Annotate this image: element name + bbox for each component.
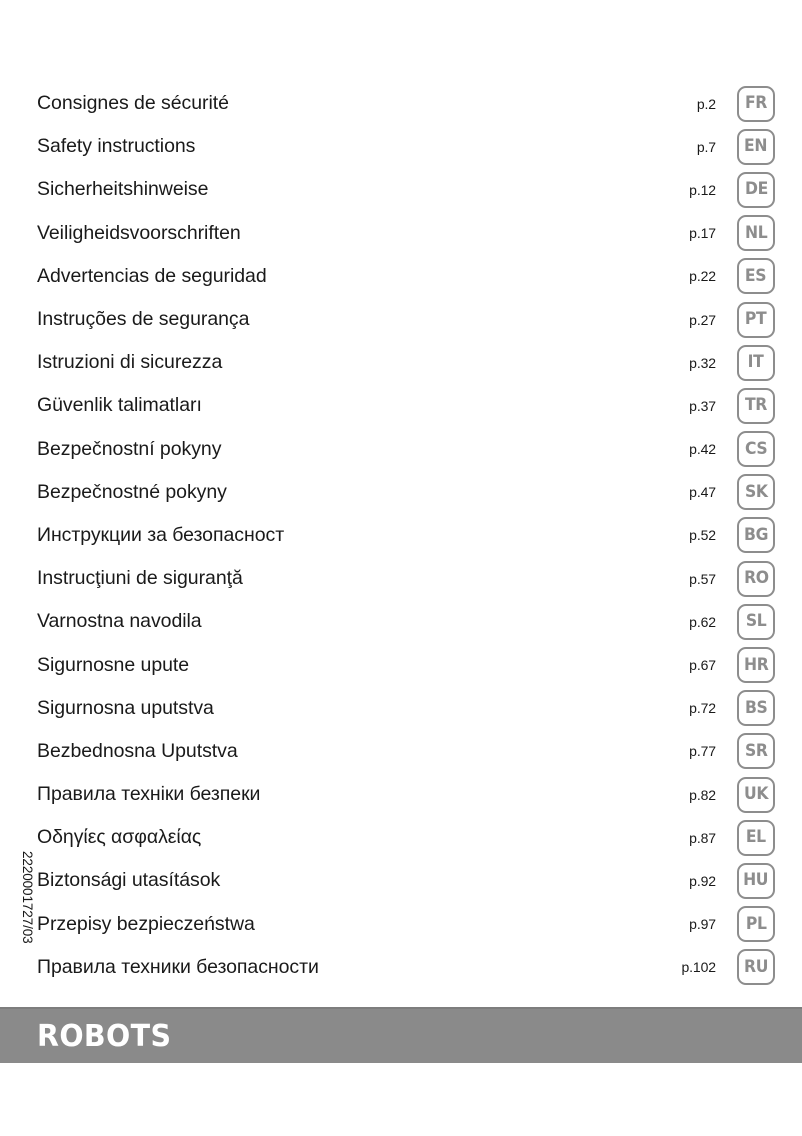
toc-title: Bezbednosna Uputstva	[37, 739, 238, 762]
toc-row[interactable]	[0, 946, 802, 989]
language-badge-ro[interactable]	[737, 561, 775, 597]
language-badge-label: PT	[745, 309, 767, 330]
toc-row[interactable]	[0, 600, 802, 643]
table-of-contents	[0, 82, 802, 989]
language-badge-label: SL	[745, 611, 767, 632]
language-badge-sk[interactable]	[737, 474, 775, 510]
toc-page-number: p.102	[681, 959, 716, 976]
toc-row[interactable]	[0, 82, 802, 125]
toc-title: Bezpečnostné pokyny	[37, 480, 227, 503]
language-badge-label: BG	[743, 524, 769, 545]
toc-title: Правила техники безопасности	[37, 955, 319, 978]
language-badge-pt[interactable]	[737, 302, 775, 338]
toc-page-number: p.92	[689, 872, 716, 889]
language-badge-ru[interactable]	[737, 949, 775, 985]
language-badge-label: TR	[745, 395, 767, 416]
toc-row[interactable]	[0, 859, 802, 902]
toc-page-number: p.82	[689, 786, 716, 803]
toc-title: Safety instructions	[37, 135, 196, 158]
toc-page-number: p.47	[689, 484, 716, 501]
toc-title: Sicherheitshinweise	[37, 178, 209, 201]
language-badge-hr[interactable]	[737, 647, 775, 683]
language-badge-label: NL	[744, 222, 768, 243]
toc-row[interactable]	[0, 471, 802, 514]
language-badge-tr[interactable]	[737, 388, 775, 424]
language-badge-fr[interactable]	[737, 86, 775, 122]
language-badge-el[interactable]	[737, 820, 775, 856]
language-badge-it[interactable]	[737, 345, 775, 381]
toc-title: Bezpečnostní pokyny	[37, 437, 222, 460]
language-badge-label: RU	[743, 956, 769, 977]
toc-page-number: p.27	[689, 311, 716, 328]
toc-row[interactable]	[0, 773, 802, 816]
product-category-banner	[0, 1007, 802, 1063]
toc-row[interactable]	[0, 428, 802, 471]
toc-title: Veiligheidsvoorschriften	[37, 221, 241, 244]
toc-page-number: p.32	[689, 354, 716, 371]
toc-page-number: p.12	[689, 181, 716, 198]
toc-row[interactable]	[0, 125, 802, 168]
language-badge-sr[interactable]	[737, 733, 775, 769]
document-reference-code: 2220001727/03	[20, 851, 35, 944]
toc-title: Sigurnosne upute	[37, 653, 190, 676]
toc-page-number: p.77	[689, 743, 716, 760]
toc-title: Przepisy bezpieczeństwa	[37, 912, 255, 935]
language-badge-label: ES	[745, 265, 767, 286]
language-badge-label: EN	[744, 136, 768, 157]
language-badge-label: CS	[744, 438, 768, 459]
toc-row[interactable]	[0, 255, 802, 298]
toc-title: Istruzioni di sicurezza	[37, 351, 223, 374]
toc-page-number: p.22	[689, 268, 716, 285]
toc-row[interactable]	[0, 341, 802, 384]
language-badge-label: SR	[744, 740, 768, 761]
language-badge-label: HU	[743, 870, 769, 891]
language-badge-label: RO	[743, 568, 769, 589]
toc-title: Biztonsági utasítások	[37, 869, 221, 892]
toc-title: Instruções de segurança	[37, 308, 250, 331]
language-badge-en[interactable]	[737, 129, 775, 165]
toc-title: Consignes de sécurité	[37, 92, 229, 115]
toc-row[interactable]	[0, 298, 802, 341]
toc-title: Οδηγίες ασφαλείας	[37, 826, 202, 849]
toc-title: Sigurnosna uputstva	[37, 696, 214, 719]
toc-page-number: p.57	[689, 570, 716, 587]
toc-row[interactable]	[0, 168, 802, 211]
banner-title: ROBOTS	[37, 1018, 172, 1054]
language-badge-bs[interactable]	[737, 690, 775, 726]
toc-page-number: p.62	[689, 613, 716, 630]
language-badge-es[interactable]	[737, 258, 775, 294]
language-badge-label: EL	[746, 827, 766, 848]
toc-row[interactable]	[0, 816, 802, 859]
toc-page-number: p.97	[689, 916, 716, 933]
toc-row[interactable]	[0, 384, 802, 427]
toc-page-number: p.87	[689, 829, 716, 846]
toc-page-number: p.7	[696, 138, 716, 155]
toc-page-number: p.72	[689, 700, 716, 717]
language-badge-label: BS	[744, 697, 768, 718]
language-badge-label: HR	[743, 654, 769, 675]
toc-title: Правила техніки безпеки	[37, 783, 261, 806]
language-badge-pl[interactable]	[737, 906, 775, 942]
toc-page-number: p.52	[689, 527, 716, 544]
toc-row[interactable]	[0, 514, 802, 557]
language-badge-uk[interactable]	[737, 777, 775, 813]
toc-row[interactable]	[0, 643, 802, 686]
toc-row[interactable]	[0, 557, 802, 600]
toc-page-number: p.42	[689, 441, 716, 458]
toc-title: Güvenlik talimatları	[37, 394, 202, 417]
language-badge-label: FR	[745, 93, 767, 114]
toc-row[interactable]	[0, 730, 802, 773]
toc-title: Advertencias de seguridad	[37, 264, 267, 287]
toc-page-number: p.2	[696, 95, 716, 112]
language-badge-bg[interactable]	[737, 517, 775, 553]
language-badge-nl[interactable]	[737, 215, 775, 251]
toc-row[interactable]	[0, 212, 802, 255]
toc-row[interactable]	[0, 903, 802, 946]
language-badge-label: SK	[744, 481, 768, 502]
toc-title: Varnostna navodila	[37, 610, 202, 633]
toc-title: Инструкции за безопасност	[37, 523, 285, 546]
language-badge-label: UK	[743, 784, 769, 805]
toc-row[interactable]	[0, 687, 802, 730]
toc-page-number: p.67	[689, 657, 716, 674]
language-badge-label: IT	[748, 352, 764, 373]
language-badge-cs[interactable]	[737, 431, 775, 467]
language-badge-de[interactable]	[737, 172, 775, 208]
language-badge-label: PL	[745, 913, 767, 934]
language-badge-sl[interactable]	[737, 604, 775, 640]
toc-title: Instrucţiuni de siguranţă	[37, 567, 243, 590]
toc-page-number: p.37	[689, 397, 716, 414]
language-badge-hu[interactable]	[737, 863, 775, 899]
language-badge-label: DE	[744, 179, 768, 200]
toc-page-number: p.17	[689, 225, 716, 242]
